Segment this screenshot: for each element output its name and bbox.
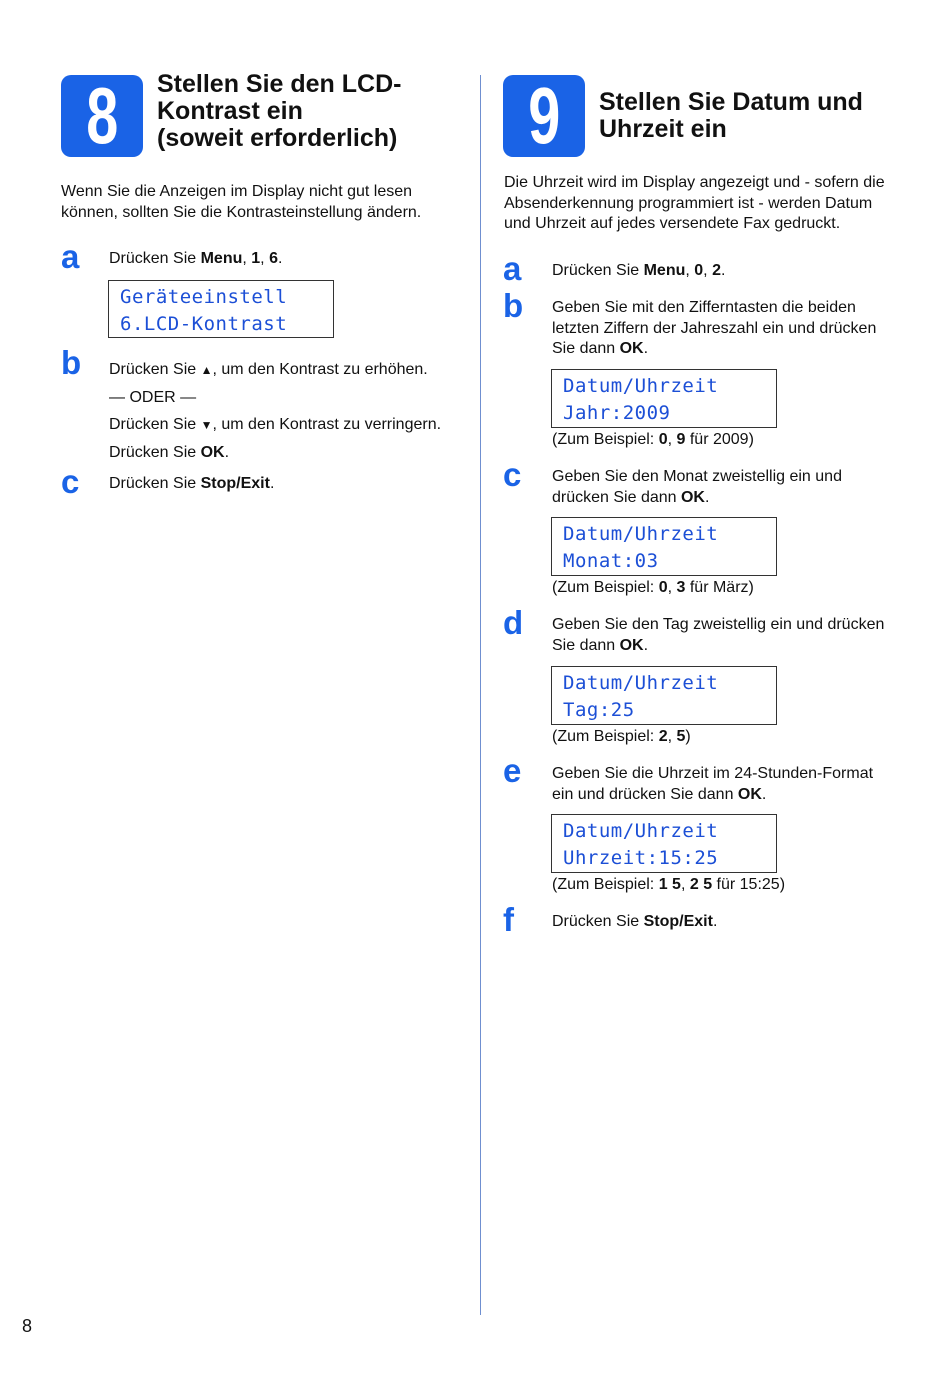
lcd-display-month: Datum/Uhrzeit Monat:03 bbox=[551, 517, 777, 576]
step-number-badge-8: 8 bbox=[61, 75, 143, 157]
step-9d-letter: d bbox=[503, 604, 524, 641]
section-8-title: Stellen Sie den LCD- Kontrast ein (soweit erforderlich) bbox=[157, 70, 402, 152]
step-9e-text: Geben Sie die Uhrzeit im 24-Stunden-Format ein und drücken Sie dann OK. bbox=[552, 765, 874, 803]
step-9a-text: Drücken Sie Menu, 0, 2. bbox=[552, 262, 726, 279]
example-time: (Zum Beispiel: 1 5, 2 5 für 15:25) bbox=[552, 876, 786, 893]
up-arrow-icon: ▲ bbox=[200, 363, 213, 377]
lcd-display-time: Datum/Uhrzeit Uhrzeit:15:25 bbox=[551, 814, 777, 873]
example-day: (Zum Beispiel: 2, 5) bbox=[552, 728, 691, 745]
step-9a-letter: a bbox=[503, 250, 522, 287]
step-8c-letter: c bbox=[61, 463, 80, 500]
page-number: 8 bbox=[22, 1316, 33, 1336]
step-9d-text: Geben Sie den Tag zweistellig ein und drücken Sie dann OK. bbox=[552, 616, 885, 654]
step-8a-letter: a bbox=[61, 238, 80, 275]
step-number-badge-9: 9 bbox=[503, 75, 585, 157]
lcd-display-contrast: Geräteeinstell 6.LCD-Kontrast bbox=[108, 280, 334, 338]
step-9f-text: Drücken Sie Stop/Exit. bbox=[552, 913, 718, 930]
step-9f-letter: f bbox=[503, 901, 514, 938]
column-divider bbox=[480, 75, 481, 1315]
step-9c-letter: c bbox=[503, 456, 522, 493]
step-9e-letter: e bbox=[503, 752, 522, 789]
step-9b-text: Geben Sie mit den Zifferntasten die beiden letzten Ziffern der Jahreszahl ein und drücken Sie dann OK. bbox=[552, 299, 877, 357]
example-month: (Zum Beispiel: 0, 3 für März) bbox=[552, 579, 754, 596]
section-9-intro: Die Uhrzeit wird im Display angezeigt und - sofern die Absenderkennung programmiert ist - werden Datum und Uhrzeit auf jedes versendete Fax gedruckt. bbox=[504, 174, 885, 232]
step-8a-text: Drücken Sie Menu, 1, 6. bbox=[109, 250, 283, 267]
lcd-display-day: Datum/Uhrzeit Tag:25 bbox=[551, 666, 777, 725]
step-9c-text: Geben Sie den Monat zweistellig ein und drücken Sie dann OK. bbox=[552, 468, 842, 506]
step-8b-text: Drücken Sie ▲, um den Kontrast zu erhöhen. — ODER — Drücken Sie ▼, um den Kontrast zu verringern. Drücken Sie OK. bbox=[109, 361, 442, 461]
example-year: (Zum Beispiel: 0, 9 für 2009) bbox=[552, 431, 754, 448]
step-8b-letter: b bbox=[61, 344, 82, 381]
step-9b-letter: b bbox=[503, 287, 524, 324]
down-arrow-icon: ▼ bbox=[200, 418, 213, 432]
lcd-display-year: Datum/Uhrzeit Jahr:2009 bbox=[551, 369, 777, 428]
section-9-title: Stellen Sie Datum und Uhrzeit ein bbox=[599, 88, 863, 143]
section-8-intro: Wenn Sie die Anzeigen im Display nicht gut lesen können, sollten Sie die Kontrasteinstellung ändern. bbox=[61, 183, 422, 221]
step-8c-text: Drücken Sie Stop/Exit. bbox=[109, 475, 275, 492]
